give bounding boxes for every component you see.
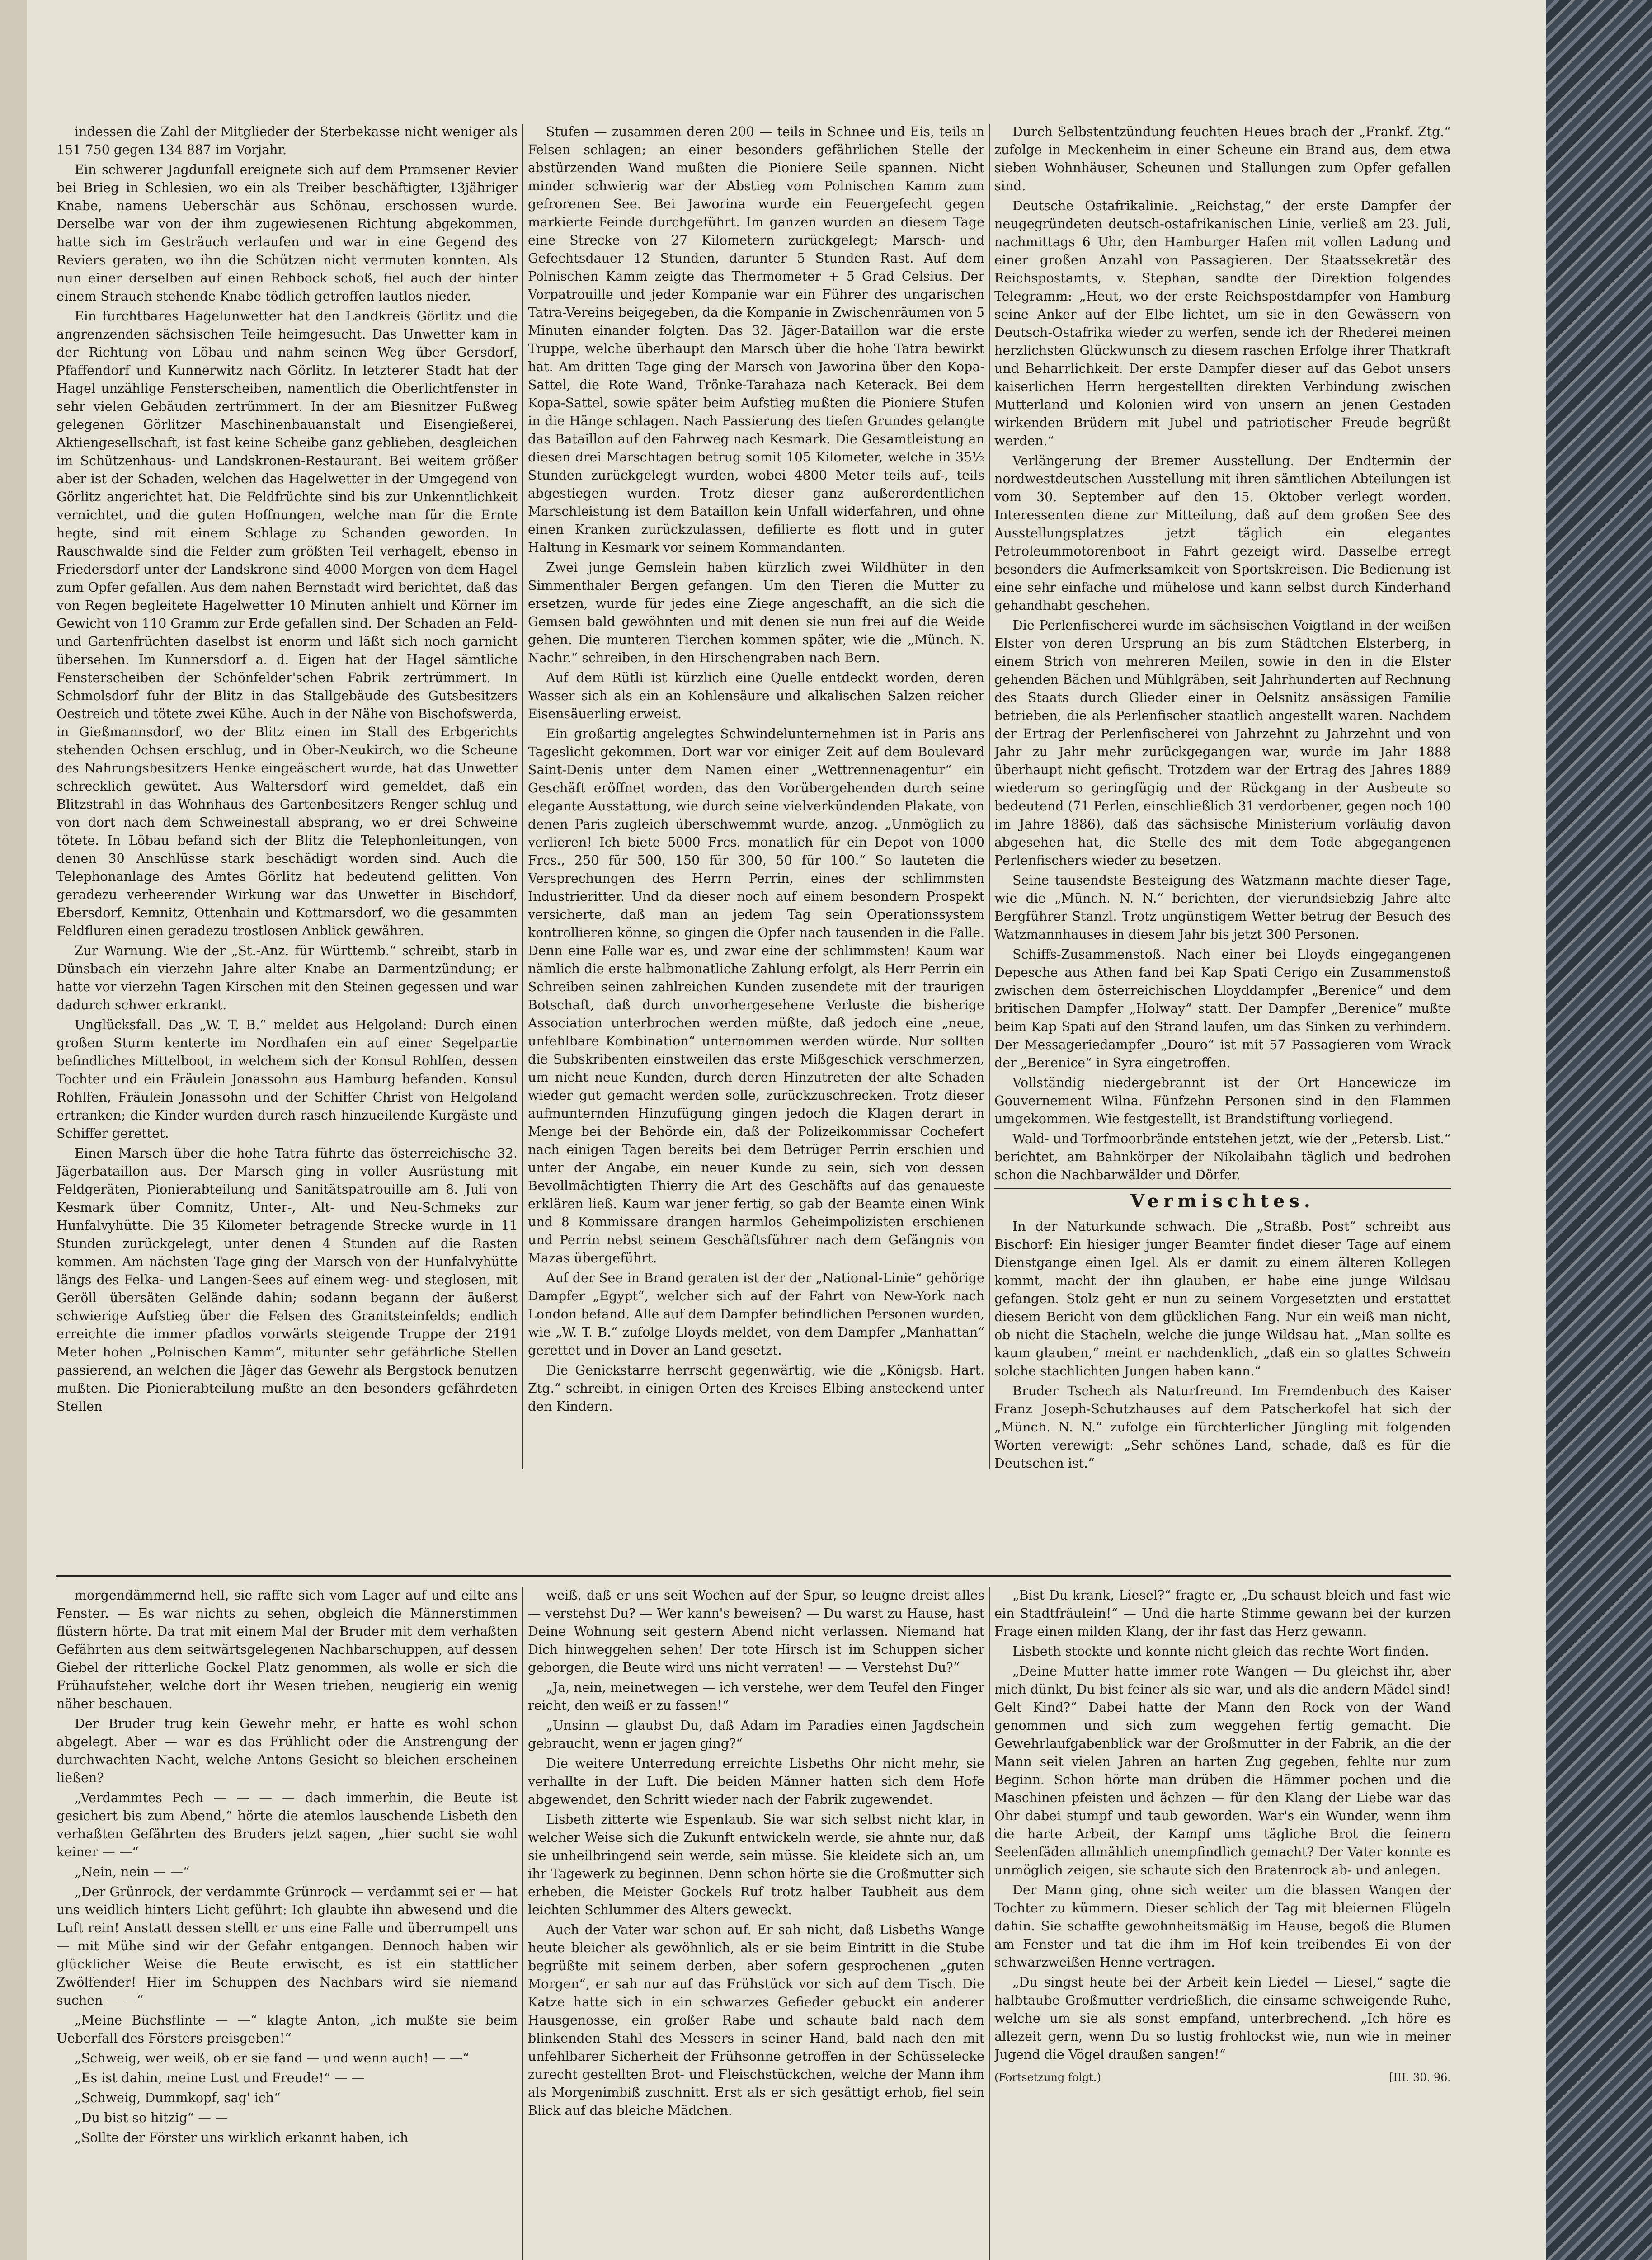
news-paragraph: Stufen — zusammen deren 200 — teils in Schnee und Eis, teils in Felsen schlagen; an einer besonders gefährlichen Stelle der abstürzenden Wand mußten die Pioniere Seile spannen. Nicht minder schwierig war der Abstieg vom Polnischen Kamm zum gefrorenen See. Bei Jaworina wurde ein Feuergefecht gegen markierte Feinde durchgeführt. Im ganzen wurden an diesem Tage eine Strecke von 27 Kilometern zurückgelegt; Marsch- und Gefechtsdauer 12 Stunden, darunter 5 Stunden Rast. Auf dem Polnischen Kamm zeigte das Thermometer + 5 Grad Celsius. Der Vorpatrouille und jeder Kompanie war ein Führer des ungarischen Tatra-Vereins beigegeben, da die Kompanie in Zwischenräumen von 5 Minuten einander folgten. Das 32. Jäger-Bataillon war die erste Truppe, welche überhaupt den Marsch über die hohe Tatra bewirkt hat. Am dritten Tage ging der Marsch von Jaworina über den Kopa-Sattel, die Rote Wand, Trönke-Tarahaza nach Keterack. Bei dem Kopa-Sattel, sowie später beim Aufstieg mußten die Pioniere Stufen in die Hänge schlagen. Nach Passierung des tiefen Grundes gelangte das Bataillon auf den Fahrweg nach Kesmark. Die Gesamtleistung an diesen drei Marschtagen betrug somit 105 Kilometer, welche in 35½ Stunden zurückgelegt wurden, wobei 4800 Meter teils auf-, teils abgestiegen wurden. Trotz dieser ganz außerordentlichen Marschleistung ist dem Bataillon kein Unfall widerfahren, und ohne einen Kranken zurückzulassen, defilierte es flott und in guter Haltung in Kesmark vor seinem Kommandanten.: [528, 124, 984, 555]
news-paragraph: Deutsche Ostafrikalinie. „Reichstag,“ der erste Dampfer der neugegründeten deutsch-ostafrikanischen Linie, verließ am 23. Juli, nachmittags 6 Uhr, den Hamburger Hafen mit vollen Ladung und einer großen Anzahl von Passagieren. Der Staatssekretär des Reichspostamts, v. Stephan, sandte der Direktion folgendes Telegramm: „Heut, wo der erste Reichspostdampfer von Hamburg seine Anker auf der Elbe lichtet, um sie in den Gewässern von Deutsch-Ostafrika wieder zu werfen, sende ich der Rhederei meinen herzlichsten Glückwunsch zu diesem raschen Erfolge ihrer Thatkraft und Beharrlichkeit. Der erste Dampfer dieser auf das Gebot unsers kaiserlichen Herrn hergestellten direkten Verbindung zwischen Mutterland und Kolonien wird von unsern an jenen Gestaden wirkenden Brüdern mit Jubel und patriotischer Freude begrüßt werden.“: [994, 198, 1451, 448]
section-rule: [994, 1188, 1451, 1189]
news-column-1: [56, 123, 518, 1468]
novel-paragraph: Die weitere Unterredung erreichte Lisbeths Ohr nicht mehr, sie verhallte in der Luft. Die beiden Männer hatten sich dem Hofe abgewendet, den Schritt wieder nach der Fabrik zugewendet.: [528, 1756, 984, 1807]
news-column-3: [994, 123, 1451, 1574]
news-paragraph: Verlängerung der Bremer Ausstellung. Der Endtermin der nordwestdeutschen Ausstellung mit ihren sämtlichen Abteilungen ist vom 30. September auf den 15. Oktober verlegt worden. Interessenten diene zur Mitteilung, daß auf dem großen See des Ausstellungsplatzes jetzt täglich ein elegantes Petroleummotorenboot in Fahrt gezeigt wird. Dasselbe erregt besonders die Aufmerksamkeit von Sportskreisen. Die Bedienung ist eine sehr einfache und mühelose und kann selbst durch Kinderhand gehandhabt geschehen.: [994, 453, 1451, 613]
news-paragraph: Einen Marsch über die hohe Tatra führte das österreichische 32. Jägerbataillon aus. Der Marsch ging in voller Ausrüstung mit Feldgeräten, Pionierabteilung und Sanitätspatrouille am 8. Juli von Kesmark über Comnitz, Unter-, Alt- und Neu-Schmeks zur Hunfalvyhütte. Die 35 Kilometer betragende Strecke wurde in 11 Stunden zurückgelegt, unter denen 4 Stunden auf die Rasten kommen. Am nächsten Tage ging der Marsch von der Hunfalvyhütte längs des Felka- und Langen-Sees auf einem weg- und steglosen, mit Geröll übersäten Gelände dahin; sodann begann der äußerst schwierige Aufstieg über die Felsen des Granitsteinfelds; endlich erreichte die immer pfadlos vorwärts steigende Truppe der 2191 Meter hohen „Polnischen Kamm“, mitunter sehr gefährliche Stellen passierend, an welchen die Jäger das Gewehr als Bergstock benutzen mußten. Die Pionierabteilung mußte an den besonders gefährdeten Stellen: [56, 1146, 518, 1414]
news-paragraph: Wald- und Torfmoorbrände entstehen jetzt, wie der „Petersb. List.“ berichtet, am Bahnkörper der Nikolaibahn täglich und bedrohen schon die Nachbarwälder und Dörfer.: [994, 1131, 1451, 1182]
column-rule: [522, 124, 523, 1469]
novel-paragraph: Der Mann ging, ohne sich weiter um die blassen Wangen der Tochter zu kümmern. Dieser schlich der Tag mit bleiernen Flügeln dahin. Sie schaffte gewohnheitsmäßig im Hause, begoß die Blumen am Fenster und tat die ihm im Hof kein treibendes Ei von der schwarzweißen Henne vertragen.: [994, 1883, 1451, 1970]
novel-column-2: [528, 1587, 984, 2260]
news-paragraph: Die Genickstarre herrscht gegenwärtig, wie die „Königsb. Hart. Ztg.“ schreibt, in einigen Orten des Kreises Elbing ansteckend unter den Kindern.: [528, 1363, 984, 1414]
news-paragraph: Ein schwerer Jagdunfall ereignete sich auf dem Pramsener Revier bei Brieg in Schlesien, wo ein als Treiber beschäftigter, 13jähriger Knabe, namens Ueberschär aus Schönau, erschossen wurde. Derselbe war von der ihm zugewiesenen Richtung abgekommen, hatte sich im Gesträuch verlaufen und war in eine Gegend des Reviers geraten, wo ihn die Schützen nicht vermuten konnten. Als nun einer derselben auf einen Rehbock schoß, fiel auch der hinter einem Strauch stehende Knabe tödlich getroffen lautlos nieder.: [56, 162, 518, 304]
miscellany-paragraph: In der Naturkunde schwach. Die „Straßb. Post“ schreibt aus Bischorf: Ein hiesiger junger Beamter findet dieser Tage auf einem Dienstgange einen Igel. Als er damit zu einem älteren Kollegen kommt, macht der ihn glauben, er habe eine junge Wildsau gefangen. Stolz geht er nun zu seinem Vorgesetzten und erstattet diesem Bericht von dem glücklichen Fang. Nur ein weiß man nicht, ob nicht die Stacheln, welche die junge Wildsau hat. „Man sollte es kaum glauben,“ meint er nachdenklich, „daß ein so glattes Schwein solche stachlichten Jungen haben kann.“: [994, 1219, 1451, 1379]
novel-paragraph: Der Bruder trug kein Gewehr mehr, er hatte es wohl schon abgelegt. Aber — war es das Frühlicht oder die Anstrengung der durchwachten Nacht, welche Antons Gesicht so bleichen erscheinen ließen?: [56, 1716, 518, 1785]
novel-paragraph: „Schweig, wer weiß, ob er sie fand — und wenn auch! — —“: [75, 2051, 470, 2066]
column-rule: [522, 1587, 523, 2260]
novel-paragraph: „Unsinn — glaubst Du, daß Adam im Paradies einen Jagdschein gebraucht, wenn er jagen ging?“: [528, 1718, 984, 1751]
novel-paragraph: „Der Grünrock, der verdammte Grünrock — verdammt sei er — hat uns weidlich hinters Licht geführt: Ich glaubte ihn abwesend und die Luft rein! Anstatt dessen stellt er uns eine Falle und überrumpelt uns — mit Mühe sind wir der Gefahr entgangen. Dennoch haben wir glücklicher Weise die Beute erwischt, es ist ein stattlicher Zwölfender! Hier im Schuppen des Nachbars wird sie niemand suchen — —“: [56, 1884, 518, 2008]
column-rule: [989, 124, 990, 1469]
novel-paragraph: weiß, daß er uns seit Wochen auf der Spur, so leugne dreist alles — verstehst Du? — Wer kann's beweisen? — Du warst zu Hause, hast Deine Wohnung seit gestern Abend nicht verlassen. Niemand hat Dich hinweggehen sehen! Der tote Hirsch ist im Schuppen sicher geborgen, die Beute wird uns nicht verraten! — — Verstehst Du?“: [528, 1588, 984, 1675]
section-heading: Vermischtes.: [1130, 1191, 1315, 1212]
novel-paragraph: „Es ist dahin, meine Lust und Freude!“ — —: [75, 2071, 365, 2086]
news-paragraph: Unglücksfall. Das „W. T. B.“ meldet aus Helgoland: Durch einen großen Sturm kenterte im Nordhafen ein auf einer Segelpartie befindliches Mittelboot, in welchem sich der Konsul Rohlfen, dessen Tochter und ein Fräulein Jonassohn aus Hamburg befanden. Konsul Rohlfen, Fräulein Jonassohn und der Schiffer Christ von Helgoland ertranken; die Kinder wurden durch rasch hinzueilende Kurgäste und Schiffer gerettet.: [56, 1017, 518, 1141]
novel-paragraph: „Sollte der Förster uns wirklich erkannt haben, ich: [75, 2130, 409, 2145]
continuation-note: (Fortsetzung folgt.): [994, 2071, 1101, 2084]
novel-paragraph: „Schweig, Dummkopf, sag' ich“: [75, 2090, 281, 2105]
news-paragraph: Die Perlenfischerei wurde im sächsischen Voigtland in der weißen Elster von deren Ursprung an bis zum Städtchen Elsterberg, in einem Strich von mehreren Meilen, sowie in den in die Elster gehenden Bächen und Mühlgräben, seit Jahrhunderten auf Rechnung des Staats durch Glieder einer in Oelsnitz ansässigen Familie betrieben, die als Perlenfischer staatlich angestellt waren. Nachdem der Ertrag der Perlenfischerei von Jahrzehnt zu Jahrzehnt und von Jahr zu Jahr mehr zurückgegangen war, wurde im Jahr 1888 überhaupt nicht gefischt. Trotzdem war der Ertrag des Jahres 1889 wiederum so geringfügig und der Rückgang in der Ausbeute so bedeutend (71 Perlen, einschließlich 31 verdorbener, gegen noch 100 im Jahre 1886), daß das sächsische Ministerium vorläufig davon abgesehen hat, die Stelle des mit dem Tode abgegangenen Perlenfischers wieder zu besetzen.: [994, 618, 1451, 868]
continuation-footer: [994, 2068, 1451, 2086]
news-paragraph: Ein großartig angelegtes Schwindelunternehmen ist in Paris ans Tageslicht gekommen. Dort war vor einiger Zeit auf dem Boulevard Saint-Denis unter dem Namen einer „Wettrennenagentur“ ein Geschäft eröffnet worden, das den Vorübergehenden durch seine elegante Ausstattung, wie durch seine vielverkündenden Plakate, von denen Paris zugleich überschwemmt wurde, anzog. „Unmöglich zu verlieren! Ich biete 5000 Frcs. monatlich für ein Depot von 1000 Frcs., 250 für 500, 150 für 300, 50 für 100.“ So lauteten die Versprechungen des Herrn Perrin, eines der schlimmsten Industrieritter. Und da dieser noch auf einem besondern Prospekt versicherte, daß man an jedem Tag sein Operationssystem kontrollieren könne, so gingen die Opfer nach tausenden in die Falle. Denn eine Falle war es, und zwar eine der schlimmsten! Kaum war nämlich die erste halbmonatliche Zahlung erfolgt, als Herr Perrin ein Schreiben seinen zahlreichen Kunden zusendete mit der traurigen Botschaft, daß durch unvorhergesehene Verluste die bisherige Association unterbrochen werden müßte, daß jedoch eine „neue, unfehlbare Kombination“ unternommen werden würde. Nur sollten die Subskribenten einstweilen das erste Mißgeschick verschmerzen, um nicht neue Kunden, durch deren Hinzutreten der alte Schaden wieder gut gemacht werden solle, zurückzuschrecken. Trotz dieser aufmunternden Hinzufügung gingen jedoch die Klagen derart in Menge bei der Behörde ein, daß der Polizeikommissar Cochefert nach einigen Tagen bereits bei dem Betrüger Perrin erschien und unter der Angabe, ein neuer Kunde zu sein, sich von dessen Bevollmächtigten Thierry die Art des Geschäfts auf das genaueste erklären ließ. Kaum war jener fertig, so gab der Beamte einen Wink und 8 Kommissare drangen harmlos Geheimpolizisten erschienen und Perrin nebst seinem Geschäftsführer nach dem Gefängnis von Mazas übergeführt.: [528, 726, 984, 1266]
novel-paragraph: „Du singst heute bei der Arbeit kein Liedel — Liesel,“ sagte die halbtaube Großmutter verdrießlich, die einsame schweigende Ruhe, welche um sie als sonst empfand, unterbrechend. „Ich höre es allezeit gern, wenn Du so lustig frohlockst wie, nun wie in meiner Jugend die Vögel draußen sangen!“: [994, 1975, 1451, 2062]
novel-paragraph: „Verdammtes Pech — — — — dach immerhin, die Beute ist gesichert bis zum Abend,“ hörte die atemlos lauschende Lisbeth den verhaßten Gefährten des Bruders jetzt sagen, „hier sucht sie wohl keiner — —“: [56, 1790, 518, 1860]
news-paragraph: Durch Selbstentzündung feuchten Heues brach der „Frankf. Ztg.“ zufolge in Meckenheim in einer Scheune ein Brand aus, dem etwa sieben Wohnhäuser, Scheunen und Stallungen zum Opfer gefallen sind.: [994, 124, 1451, 193]
marbled-binding: [1546, 0, 1652, 2260]
feuilleton-rule: [56, 1575, 1451, 1577]
news-paragraph: Auf der See in Brand geraten ist der der „National-Linie“ gehörige Dampfer „Egypt“, welcher sich auf der Fahrt von New-York nach London befand. Alle auf dem Dampfer befindlichen Personen wurden, wie „W. T. B.“ zufolge Lloyds meldet, von dem Dampfer „Manhattan“ gerettet und in Dover an Land gesetzt.: [528, 1271, 984, 1358]
novel-paragraph: Lisbeth stockte und konnte nicht gleich das rechte Wort finden.: [1012, 1644, 1429, 1659]
column-rule: [989, 1587, 990, 2260]
novel-column-3: [994, 1587, 1451, 2260]
page-signature: [III. 30. 96.: [1388, 2071, 1451, 2084]
news-column-2: [528, 123, 984, 1468]
news-paragraph: Zur Warnung. Wie der „St.-Anz. für Württemb.“ schreibt, starb in Dünsbach ein vierzehn Jahre alter Knabe an Darmentzündung; er hatte vor vierzehn Tagen Kirschen mit den Steinen gegessen und war dadurch schwer erkrankt.: [56, 943, 518, 1012]
novel-paragraph: Auch der Vater war schon auf. Er sah nicht, daß Lisbeths Wange heute bleicher als gewöhnlich, als er sie beim Eintritt in die Stube begrüßte mit seinem derben, aber sofern gesprochenen „guten Morgen“, er sah nur auf das Frühstück vor sich auf dem Tisch. Die Katze hatte sich in ein schwarzes Gefieder gebuckt ein anderer Hausgenosse, ein großer Rabe und schaute bald nach dem blinkenden Stahl des Messers in seiner Hand, bald nach den mit unfehlbarer Sicherheit der Frühsonne getroffen in der Schüsselecke zurecht gestellten Brot- und Fleischstückchen, welche der Mann ihm als Morgenimbiß zuschnitt. Erst als er sich gesättigt erhob, fiel sein Blick auf das bleiche Mädchen.: [528, 1922, 984, 2118]
novel-paragraph: „Ja, nein, meinetwegen — ich verstehe, wer dem Teufel den Finger reicht, den weiß er zu fassen!“: [528, 1680, 984, 1713]
novel-paragraph: „Du bist so hitzig“ — —: [75, 2110, 228, 2125]
news-paragraph: Schiffs-Zusammenstoß. Nach einer bei Lloyds eingegangenen Depesche aus Athen fand bei Kap Spati Cerigo ein Zusammenstoß zwischen dem österreichischen Lloyddampfer „Berenice“ und dem britischen Dampfer „Holway“ statt. Der Dampfer „Berenice“ mußte beim Kap Spati auf den Strand laufen, um das Sinken zu verhindern. Der Messageriedampfer „Douro“ ist mit 57 Passagieren vom Wrack der „Berenice“ in Syra eingetroffen.: [994, 947, 1451, 1070]
previous-page-edge: [0, 0, 29, 2260]
novel-paragraph: „Meine Büchsflinte — —“ klagte Anton, „ich mußte sie beim Ueberfall des Försters preisgeben!“: [56, 2013, 518, 2046]
novel-paragraph: Lisbeth zitterte wie Espenlaub. Sie war sich selbst nicht klar, in welcher Weise sich die Zukunft entwickeln werde, sie ahnte nur, daß sie unheilbringend sein werde, sein müsse. Sie kleidete sich an, um ihr Tagewerk zu beginnen. Denn schon hörte sie die Großmutter sich erheben, die Meister Gockels Ruf trotz halber Taubheit aus dem leichten Schlummer des Alters geweckt.: [528, 1812, 984, 1917]
novel-paragraph: morgendämmernd hell, sie raffte sich vom Lager auf und eilte ans Fenster. — Es war nichts zu sehen, obgleich die Männerstimmen flüstern hörte. Da trat mit einem Mal der Bruder mit dem verhaßten Gefährten aus dem seitwärtsgelegenen Nachbarschuppen, auf dessen Giebel der ritterliche Gockel Platz genommen, als wolle er sich die Frühaufsteher, welche dort ihr Wesen trieben, neugierig ein wenig näher beschauen.: [56, 1588, 518, 1711]
news-paragraph: Zwei junge Gemslein haben kürzlich zwei Wildhüter in den Simmenthaler Bergen gefangen. Um den Tieren die Mutter zu ersetzen, wurde für jedes eine Ziege angeschafft, an die sich die Gemsen bald gewöhnten und mit denen sie nun frei auf die Weide gehen. Die munteren Tierchen kommen später, wie die „Münch. N. Nachr.“ schreiben, in den Hirschengraben nach Bern.: [528, 560, 984, 665]
novel-paragraph: „Bist Du krank, Liesel?“ fragte er, „Du schaust bleich und fast wie ein Stadtfräulein!“ — Und die harte Stimme gewann bei der kurzen Frage einen milden Klang, der ihr fast das Herz gewann.: [994, 1588, 1451, 1639]
news-paragraph: Auf dem Rütli ist kürzlich eine Quelle entdeckt worden, deren Wasser sich als ein an Kohlensäure und alkalischen Salzen reicher Eisensäuerling erweist.: [528, 670, 984, 721]
news-paragraph: indessen die Zahl der Mitglieder der Sterbekasse nicht weniger als 151 750 gegen 134 887 im Vorjahr.: [56, 124, 518, 157]
novel-paragraph: „Deine Mutter hatte immer rote Wangen — Du gleichst ihr, aber mich dünkt, Du bist feiner als sie war, und als die andern Mädel sind! Gelt Kind?“ Dabei hatte der Mann den Rock von der Wand genommen und sich zum weggehen fertig gemacht. Die Gewehrlaufgabenblick war der Großmutter in der Fabrik, an die der Mann seit vielen Jahren an harten Zug gegeben, fehlte nur zum Beginn. Schon hörte man drüben die Hämmer pochen und die Maschinen pfeisten und ächzen — für den Klang der Liebe war das Ohr dabei stumpf und taub geworden. War's ein Wunder, wenn ihm die harte Arbeit, der Kampf ums tägliche Brot die feinern Seelenfäden allmählich unempfindlich gemacht? Der Vater konnte es unmöglich zeigen, sie schaute sich den Bratenrock ab- und anlegen.: [994, 1664, 1451, 1878]
news-paragraph: Vollständig niedergebrannt ist der Ort Hancewicze im Gouvernement Wilna. Fünfzehn Personen sind in den Flammen umgekommen. Wie festgestellt, ist Brandstiftung vorliegend.: [994, 1075, 1451, 1126]
novel-column-1: [56, 1587, 518, 2260]
novel-paragraph: „Nein, nein — —“: [75, 1864, 190, 1879]
news-paragraph: Ein furchtbares Hagelunwetter hat den Landkreis Görlitz und die angrenzenden sächsischen Teile heimgesucht. Das Unwetter kam in der Richtung von Löbau und nahm seinen Weg über Gersdorf, Pfaffendorf und Kunnerwitz nach Görlitz. In letzterer Stadt hat der Hagel unzählige Fensterscheiben, namentlich die Oberlichtfenster in sehr vielen Gebäuden zertrümmert. In der am Biesnitzer Fußweg gelegenen Görlitzer Maschinenbauanstalt und Eisengießerei, Aktiengesellschaft, ist fast keine Scheibe ganz geblieben, desgleichen im Schützenhaus- und Landskronen-Restaurant. Bei weitem größer aber ist der Schaden, welchen das Hagelwetter in der Umgegend von Görlitz angerichtet hat. Die Feldfrüchte sind bis zur Unkenntlichkeit vernichtet, und die guten Hoffnungen, welche man für die Ernte hegte, sind mit einem Schlage zu Schanden geworden. In Rauschwalde sind die Felder zum größten Teil verhagelt, ebenso in Friedersdorf unter der Landskrone sind 4000 Morgen von dem Hagel zum Opfer gefallen. Aus dem nahen Bernstadt wird berichtet, daß das von Regen begleitete Hagelwetter 10 Minuten anhielt und Körner im Gewicht von 110 Gramm zur Erde gefallen sind. Der Schaden an Feld- und Gartenfrüchten daselbst ist enorm und läßt sich noch garnicht übersehen. Im Kunnersdorf a. d. Eigen hat der Hagel sämtliche Fensterscheiben der Schönfelder'schen Fabrik zertrümmert. In Schmolsdorf fuhr der Blitz in das Stallgebäude des Gutsbesitzers Oestreich und tötete zwei Kühe. Auch in der Nähe von Bischofswerda, in Gießmannsdorf, wo der Blitz einen im Stall des Erbgerichts stehenden Ochsen erschlug, und in Ober-Neukirch, wo die Scheune des Nahrungsbesitzers Henke eingeäschert wurde, hat das Unwetter schrecklich gewütet. Aus Waltersdorf wird gemeldet, daß ein Blitzstrahl in das Wohnhaus des Gartenbesitzers Renger schlug und von dort nach dem Schweinestall absprang, wo er drei Schweine tötete. In Löbau befand sich der Blitz die Telephonleitungen, von denen 30 Anschlüsse stark beschädigt worden sind. Auch die Telephonanlage des Amtes Görlitz hat bedeutend gelitten. Von geradezu verheerender Wirkung war das Unwetter in Bischdorf, Ebersdorf, Kemnitz, Ottenhain und Kottmarsdorf, wo die gesammten Feldfluren einen geradezu trostlosen Anblick gewähren.: [56, 309, 518, 938]
miscellany-paragraph: Bruder Tschech als Naturfreund. Im Fremdenbuch des Kaiser Franz Joseph-Schutzhauses auf dem Patscherkofel hat sich der „Münch. N. N.“ zufolge ein fürchterlicher Jüngling mit folgenden Worten verewigt: „Sehr schönes Land, schade, daß es für die Deutschen ist.“: [994, 1384, 1451, 1471]
news-paragraph: Seine tausendste Besteigung des Watzmann machte dieser Tage, wie die „Münch. N. N.“ berichten, der vierundsiebzig Jahre alte Bergführer Stanzl. Trotz ungünstigem Wetter betrug der Besuch des Watzmannhauses in diesem Jahr bis jetzt 300 Personen.: [994, 873, 1451, 942]
